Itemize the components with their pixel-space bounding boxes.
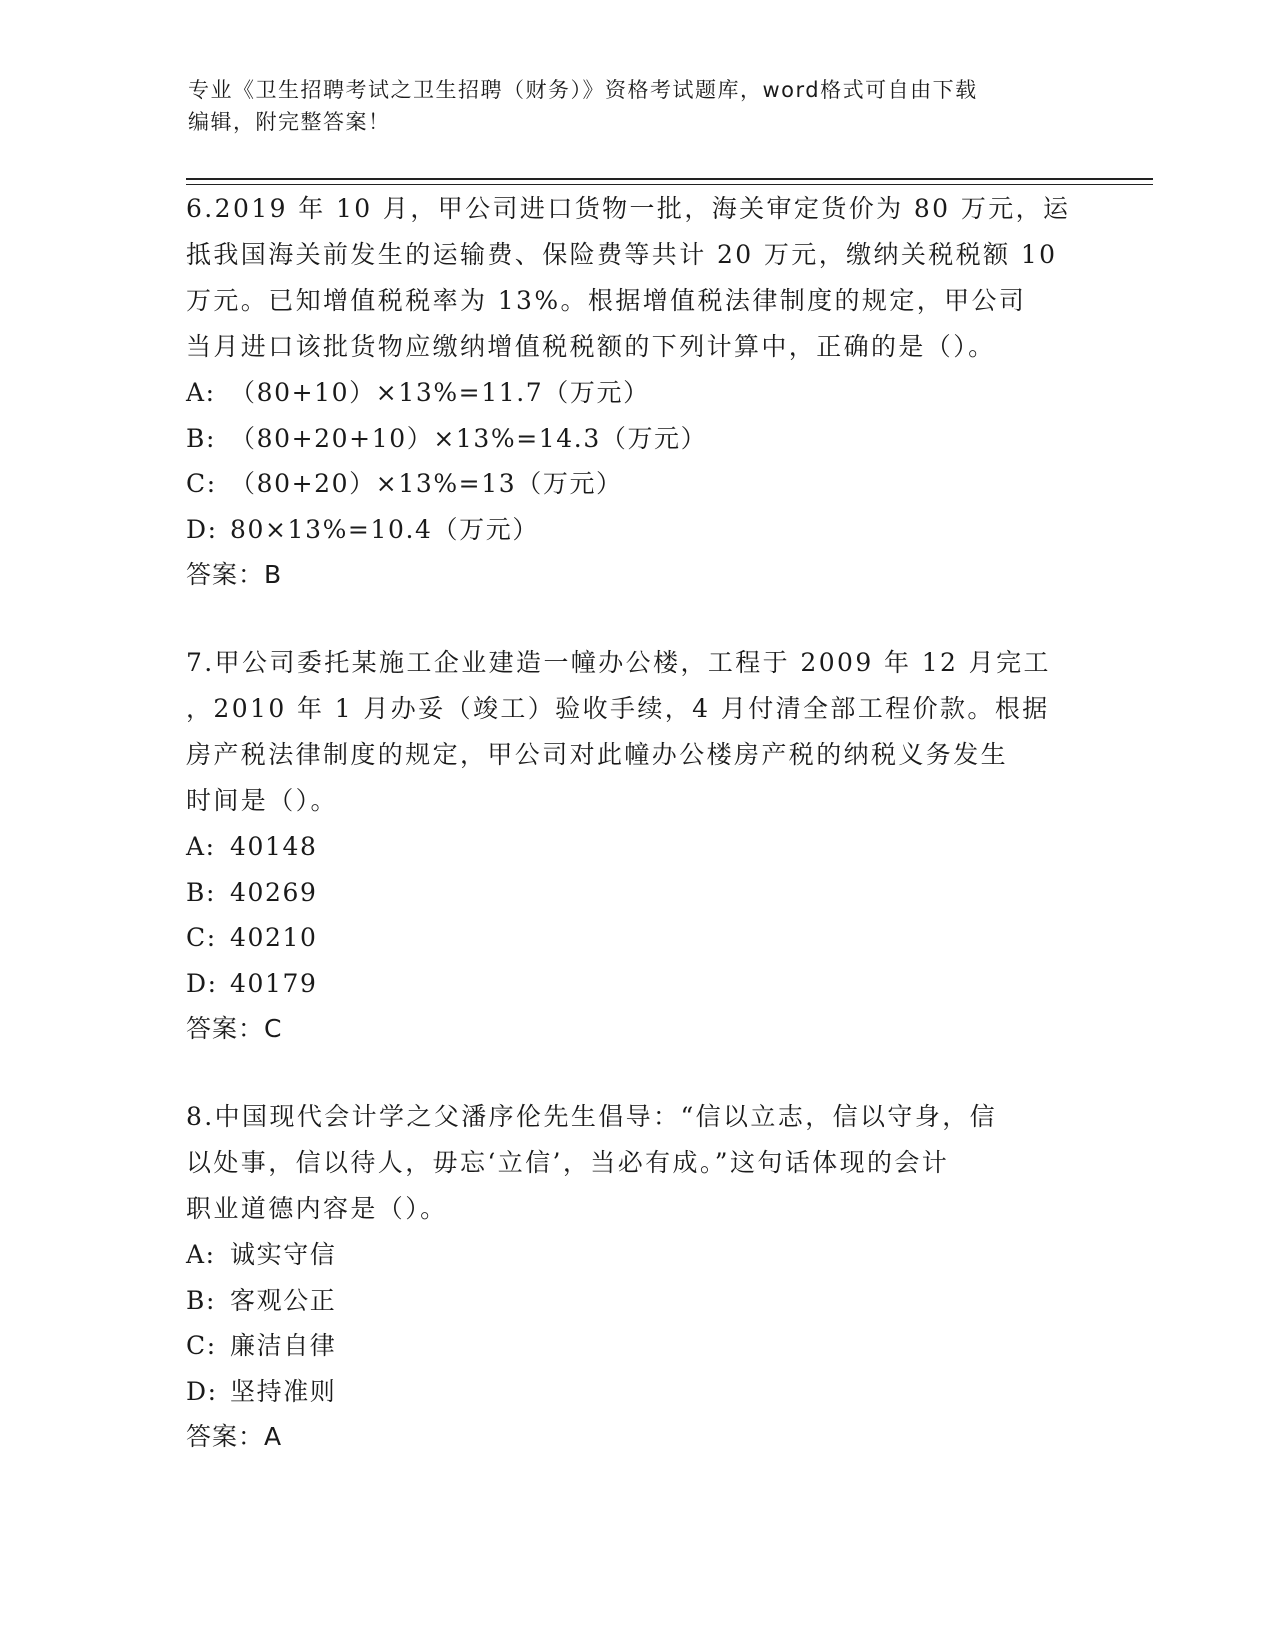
option-text: 诚实守信 bbox=[230, 1240, 337, 1269]
option-a bbox=[186, 370, 1086, 416]
header-divider bbox=[186, 178, 1153, 185]
option-key: B: bbox=[186, 877, 216, 907]
option-key: D: bbox=[186, 968, 218, 998]
option-key: D: bbox=[186, 1376, 218, 1406]
option-a bbox=[186, 1232, 1086, 1278]
option-b bbox=[186, 1278, 1086, 1324]
question-line: 以处事，信以待人，毋忘‘立信’，当必有成。”这句话体现的会计 bbox=[186, 1148, 950, 1177]
option-b bbox=[186, 416, 1086, 462]
option-key: C: bbox=[186, 469, 217, 498]
question-line: 7.甲公司委托某施工企业建造一幢办公楼，工程于 2009 年 12 月完工 bbox=[186, 648, 1051, 677]
option-key: B: bbox=[186, 1285, 216, 1315]
option-key: A: bbox=[186, 1240, 216, 1269]
option-text: 客观公正 bbox=[230, 1285, 337, 1315]
option-d bbox=[186, 961, 1086, 1007]
option-b bbox=[186, 870, 1086, 916]
option-c bbox=[186, 1323, 1086, 1369]
option-key: D: bbox=[186, 514, 218, 544]
question-line: 8.中国现代会计学之父潘序伦先生倡导：“信以立志，信以守身，信 bbox=[186, 1102, 998, 1131]
option-text: （80+20+10）×13%=14.3（万元） bbox=[230, 423, 708, 453]
option-text: （80+20）×13%=13（万元） bbox=[230, 469, 623, 498]
option-c bbox=[186, 915, 1086, 961]
answer-label: 答案：B bbox=[186, 560, 283, 589]
option-key: C: bbox=[186, 923, 217, 952]
question-line: 6.2019 年 10 月，甲公司进口货物一批，海关审定货价为 80 万元，运 bbox=[186, 194, 1071, 223]
answer-label: 答案：C bbox=[186, 1014, 283, 1043]
question-7 bbox=[186, 640, 1086, 1052]
header-line-2: 编辑，附完整答案！ bbox=[188, 110, 391, 134]
option-key: A: bbox=[186, 832, 216, 861]
option-key: B: bbox=[186, 423, 216, 453]
option-text: 40269 bbox=[230, 877, 318, 907]
question-line: ，2010 年 1 月办妥（竣工）验收手续，4 月付清全部工程价款。根据 bbox=[186, 694, 1050, 723]
question-line: 当月进口该批货物应缴纳增值税税额的下列计算中，正确的是（）。 bbox=[186, 332, 996, 361]
option-text: 廉洁自律 bbox=[230, 1331, 337, 1360]
question-8 bbox=[186, 1094, 1086, 1460]
option-text: 40179 bbox=[230, 968, 318, 998]
option-key: A: bbox=[186, 378, 216, 407]
question-line: 抵我国海关前发生的运输费、保险费等共计 20 万元，缴纳关税税额 10 bbox=[186, 240, 1058, 269]
question-6 bbox=[186, 186, 1086, 598]
answer-label: 答案：A bbox=[186, 1422, 283, 1451]
option-c bbox=[186, 461, 1086, 507]
option-key: C: bbox=[186, 1331, 217, 1360]
option-text: 80×13%=10.4（万元） bbox=[230, 514, 539, 544]
option-text: 坚持准则 bbox=[230, 1376, 337, 1406]
option-text: （80+10）×13%=11.7（万元） bbox=[230, 378, 650, 407]
option-a bbox=[186, 824, 1086, 870]
header-line-1: 专业《卫生招聘考试之卫生招聘（财务）》资格考试题库，word格式可自由下载 bbox=[188, 78, 978, 102]
option-text: 40210 bbox=[230, 923, 318, 952]
option-d bbox=[186, 507, 1086, 553]
question-line: 时间是（）。 bbox=[186, 786, 338, 815]
option-text: 40148 bbox=[230, 832, 318, 861]
question-line: 万元。已知增值税税率为 13%。根据增值税法律制度的规定，甲公司 bbox=[186, 286, 1027, 315]
document-header bbox=[188, 74, 1088, 138]
option-d bbox=[186, 1369, 1086, 1415]
question-line: 房产税法律制度的规定，甲公司对此幢办公楼房产税的纳税义务发生 bbox=[186, 740, 1009, 769]
question-line: 职业道德内容是（）。 bbox=[186, 1194, 448, 1223]
